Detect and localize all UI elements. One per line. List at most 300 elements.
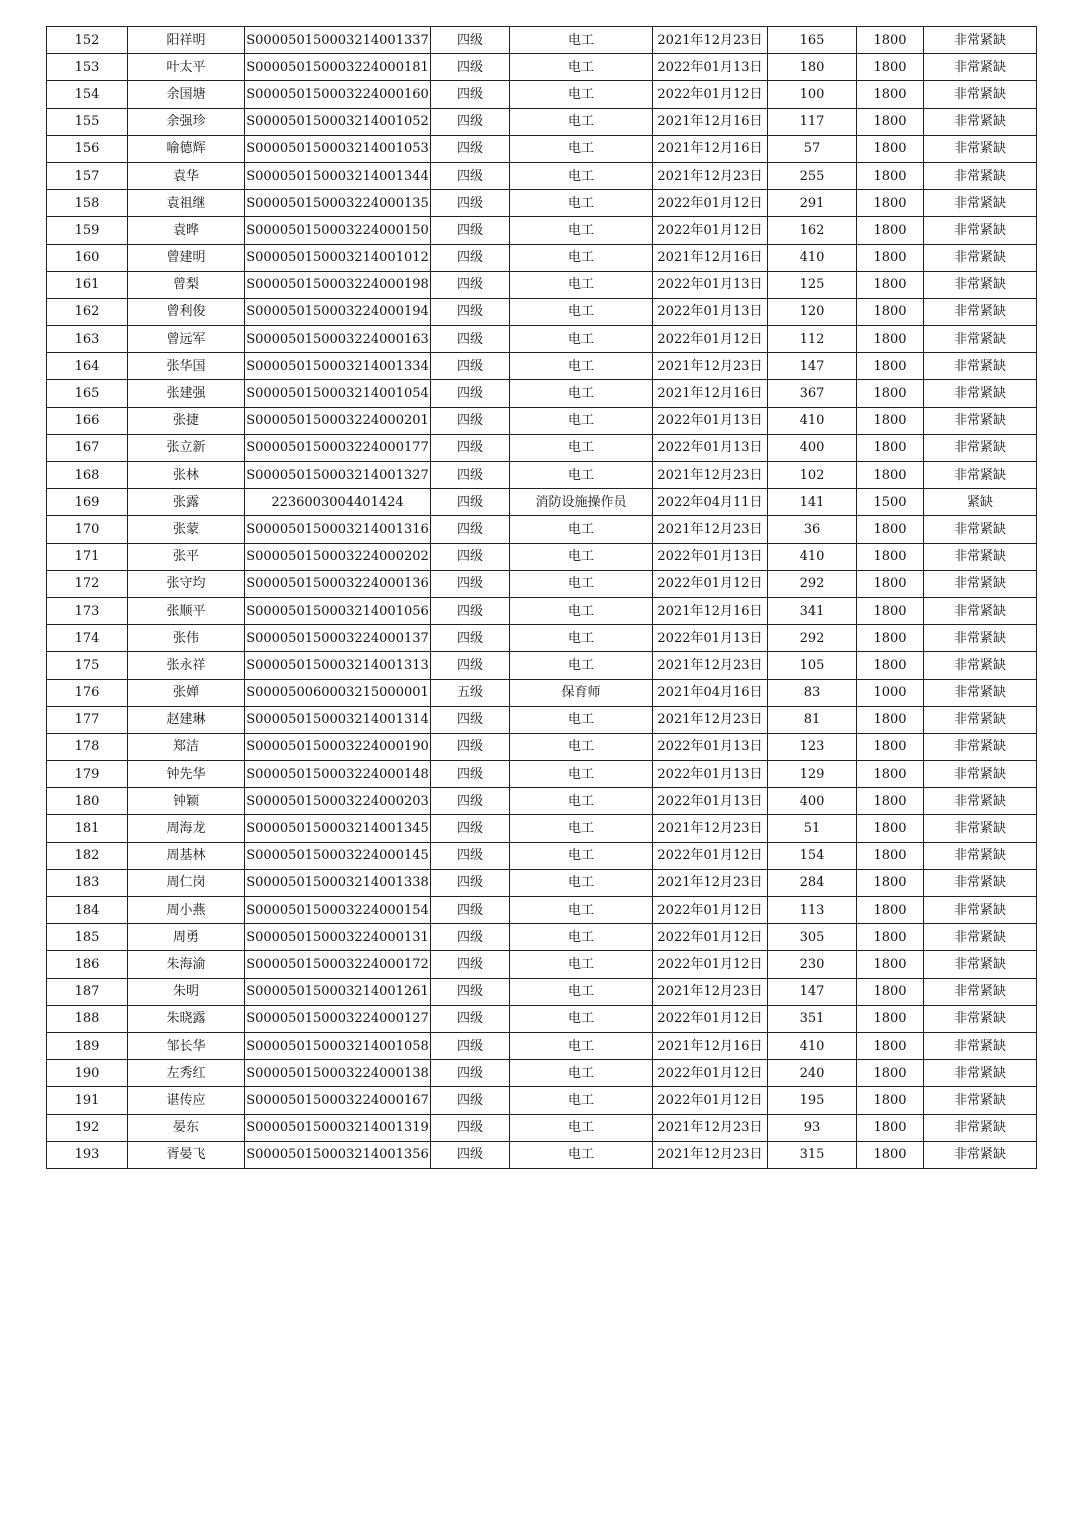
shortage-cell: 非常紧缺 xyxy=(924,1032,1037,1059)
occupation-cell: 电工 xyxy=(510,162,653,189)
amount-cell: 1800 xyxy=(857,570,924,597)
seq-cell: 166 xyxy=(47,407,128,434)
shortage-cell: 紧缺 xyxy=(924,489,1037,516)
amount-cell: 1800 xyxy=(857,897,924,924)
amount-cell: 1800 xyxy=(857,108,924,135)
count-cell: 154 xyxy=(768,842,857,869)
seq-cell: 188 xyxy=(47,1005,128,1032)
occupation-cell: 电工 xyxy=(510,462,653,489)
table-row xyxy=(47,380,1037,407)
certificate-number-cell: 2236003004401424 xyxy=(245,489,431,516)
seq-cell: 178 xyxy=(47,733,128,760)
certificate-number-cell: S000050150003224000136 xyxy=(245,570,431,597)
count-cell: 112 xyxy=(768,326,857,353)
name-cell: 钟先华 xyxy=(128,761,245,788)
count-cell: 240 xyxy=(768,1060,857,1087)
level-cell: 四级 xyxy=(431,462,510,489)
table-row xyxy=(47,1060,1037,1087)
certificate-number-cell: S000050150003214001319 xyxy=(245,1114,431,1141)
seq-cell: 183 xyxy=(47,869,128,896)
name-cell: 张婵 xyxy=(128,679,245,706)
table-row xyxy=(47,81,1037,108)
shortage-cell: 非常紧缺 xyxy=(924,1005,1037,1032)
issue-date-cell: 2022年01月13日 xyxy=(653,625,768,652)
amount-cell: 1800 xyxy=(857,54,924,81)
amount-cell: 1800 xyxy=(857,597,924,624)
issue-date-cell: 2021年12月23日 xyxy=(653,815,768,842)
seq-cell: 154 xyxy=(47,81,128,108)
seq-cell: 163 xyxy=(47,326,128,353)
occupation-cell: 电工 xyxy=(510,54,653,81)
name-cell: 余国塘 xyxy=(128,81,245,108)
name-cell: 周基林 xyxy=(128,842,245,869)
shortage-cell: 非常紧缺 xyxy=(924,353,1037,380)
issue-date-cell: 2022年01月13日 xyxy=(653,271,768,298)
shortage-cell: 非常紧缺 xyxy=(924,924,1037,951)
amount-cell: 1800 xyxy=(857,924,924,951)
shortage-cell: 非常紧缺 xyxy=(924,27,1037,54)
certificate-number-cell: S000050150003214001314 xyxy=(245,706,431,733)
amount-cell: 1800 xyxy=(857,81,924,108)
certificate-number-cell: S000050150003214001327 xyxy=(245,462,431,489)
name-cell: 余强珍 xyxy=(128,108,245,135)
level-cell: 四级 xyxy=(431,298,510,325)
name-cell: 张捷 xyxy=(128,407,245,434)
issue-date-cell: 2021年12月23日 xyxy=(653,1141,768,1168)
occupation-cell: 电工 xyxy=(510,217,653,244)
issue-date-cell: 2022年01月12日 xyxy=(653,951,768,978)
amount-cell: 1800 xyxy=(857,543,924,570)
certificate-number-cell: S000050150003224000167 xyxy=(245,1087,431,1114)
count-cell: 410 xyxy=(768,244,857,271)
amount-cell: 1800 xyxy=(857,788,924,815)
amount-cell: 1800 xyxy=(857,978,924,1005)
level-cell: 四级 xyxy=(431,244,510,271)
shortage-cell: 非常紧缺 xyxy=(924,543,1037,570)
count-cell: 102 xyxy=(768,462,857,489)
table-row xyxy=(47,679,1037,706)
table-row xyxy=(47,788,1037,815)
name-cell: 赵建琳 xyxy=(128,706,245,733)
issue-date-cell: 2022年01月13日 xyxy=(653,434,768,461)
table-row xyxy=(47,1005,1037,1032)
count-cell: 36 xyxy=(768,516,857,543)
seq-cell: 152 xyxy=(47,27,128,54)
certificate-number-cell: S000050150003224000145 xyxy=(245,842,431,869)
seq-cell: 192 xyxy=(47,1114,128,1141)
seq-cell: 164 xyxy=(47,353,128,380)
occupation-cell: 电工 xyxy=(510,516,653,543)
table-row xyxy=(47,978,1037,1005)
shortage-cell: 非常紧缺 xyxy=(924,1114,1037,1141)
name-cell: 袁华 xyxy=(128,162,245,189)
seq-cell: 184 xyxy=(47,897,128,924)
name-cell: 张华国 xyxy=(128,353,245,380)
shortage-cell: 非常紧缺 xyxy=(924,298,1037,325)
shortage-cell: 非常紧缺 xyxy=(924,516,1037,543)
level-cell: 四级 xyxy=(431,761,510,788)
table-row xyxy=(47,190,1037,217)
count-cell: 410 xyxy=(768,543,857,570)
certificate-number-cell: S000050150003214001261 xyxy=(245,978,431,1005)
count-cell: 93 xyxy=(768,1114,857,1141)
seq-cell: 162 xyxy=(47,298,128,325)
table-row xyxy=(47,924,1037,951)
level-cell: 四级 xyxy=(431,652,510,679)
level-cell: 四级 xyxy=(431,190,510,217)
occupation-cell: 电工 xyxy=(510,271,653,298)
shortage-cell: 非常紧缺 xyxy=(924,271,1037,298)
seq-cell: 167 xyxy=(47,434,128,461)
count-cell: 147 xyxy=(768,353,857,380)
occupation-cell: 电工 xyxy=(510,570,653,597)
certificate-number-cell: S000050150003214001012 xyxy=(245,244,431,271)
seq-cell: 179 xyxy=(47,761,128,788)
certificate-number-cell: S000050150003214001313 xyxy=(245,652,431,679)
amount-cell: 1800 xyxy=(857,326,924,353)
amount-cell: 1800 xyxy=(857,298,924,325)
amount-cell: 1800 xyxy=(857,244,924,271)
seq-cell: 155 xyxy=(47,108,128,135)
amount-cell: 1800 xyxy=(857,706,924,733)
count-cell: 195 xyxy=(768,1087,857,1114)
table-row xyxy=(47,27,1037,54)
table-row xyxy=(47,570,1037,597)
issue-date-cell: 2021年12月23日 xyxy=(653,706,768,733)
shortage-cell: 非常紧缺 xyxy=(924,162,1037,189)
shortage-cell: 非常紧缺 xyxy=(924,434,1037,461)
certificate-number-cell: S000050060003215000001 xyxy=(245,679,431,706)
certificate-number-cell: S000050150003224000190 xyxy=(245,733,431,760)
table-row xyxy=(47,353,1037,380)
count-cell: 51 xyxy=(768,815,857,842)
shortage-cell: 非常紧缺 xyxy=(924,81,1037,108)
issue-date-cell: 2022年01月12日 xyxy=(653,842,768,869)
name-cell: 晏东 xyxy=(128,1114,245,1141)
level-cell: 四级 xyxy=(431,706,510,733)
count-cell: 147 xyxy=(768,978,857,1005)
issue-date-cell: 2022年01月13日 xyxy=(653,543,768,570)
amount-cell: 1500 xyxy=(857,489,924,516)
seq-cell: 160 xyxy=(47,244,128,271)
amount-cell: 1800 xyxy=(857,1114,924,1141)
issue-date-cell: 2021年12月16日 xyxy=(653,108,768,135)
name-cell: 喻德辉 xyxy=(128,135,245,162)
occupation-cell: 电工 xyxy=(510,1141,653,1168)
records-table-body xyxy=(47,27,1037,1169)
count-cell: 400 xyxy=(768,434,857,461)
name-cell: 叶太平 xyxy=(128,54,245,81)
certificate-number-cell: S000050150003214001334 xyxy=(245,353,431,380)
level-cell: 四级 xyxy=(431,788,510,815)
issue-date-cell: 2021年12月16日 xyxy=(653,244,768,271)
seq-cell: 191 xyxy=(47,1087,128,1114)
level-cell: 四级 xyxy=(431,543,510,570)
occupation-cell: 电工 xyxy=(510,978,653,1005)
level-cell: 四级 xyxy=(431,978,510,1005)
count-cell: 341 xyxy=(768,597,857,624)
name-cell: 曾建明 xyxy=(128,244,245,271)
level-cell: 四级 xyxy=(431,135,510,162)
shortage-cell: 非常紧缺 xyxy=(924,1141,1037,1168)
name-cell: 周小燕 xyxy=(128,897,245,924)
table-row xyxy=(47,815,1037,842)
count-cell: 123 xyxy=(768,733,857,760)
name-cell: 邹长华 xyxy=(128,1032,245,1059)
count-cell: 284 xyxy=(768,869,857,896)
name-cell: 张伟 xyxy=(128,625,245,652)
certificate-number-cell: S000050150003214001058 xyxy=(245,1032,431,1059)
shortage-cell: 非常紧缺 xyxy=(924,706,1037,733)
name-cell: 朱海渝 xyxy=(128,951,245,978)
level-cell: 四级 xyxy=(431,625,510,652)
amount-cell: 1800 xyxy=(857,1032,924,1059)
seq-cell: 165 xyxy=(47,380,128,407)
certificate-number-cell: S000050150003214001338 xyxy=(245,869,431,896)
issue-date-cell: 2022年01月12日 xyxy=(653,897,768,924)
certificate-number-cell: S000050150003224000163 xyxy=(245,326,431,353)
certificate-number-cell: S000050150003224000198 xyxy=(245,271,431,298)
shortage-cell: 非常紧缺 xyxy=(924,733,1037,760)
count-cell: 292 xyxy=(768,570,857,597)
shortage-cell: 非常紧缺 xyxy=(924,842,1037,869)
level-cell: 四级 xyxy=(431,380,510,407)
count-cell: 125 xyxy=(768,271,857,298)
occupation-cell: 电工 xyxy=(510,81,653,108)
occupation-cell: 电工 xyxy=(510,298,653,325)
seq-cell: 156 xyxy=(47,135,128,162)
seq-cell: 158 xyxy=(47,190,128,217)
count-cell: 120 xyxy=(768,298,857,325)
certificate-number-cell: S000050150003224000202 xyxy=(245,543,431,570)
shortage-cell: 非常紧缺 xyxy=(924,1060,1037,1087)
occupation-cell: 消防设施操作员 xyxy=(510,489,653,516)
level-cell: 四级 xyxy=(431,570,510,597)
occupation-cell: 电工 xyxy=(510,135,653,162)
occupation-cell: 电工 xyxy=(510,706,653,733)
level-cell: 四级 xyxy=(431,869,510,896)
shortage-cell: 非常紧缺 xyxy=(924,217,1037,244)
issue-date-cell: 2022年01月12日 xyxy=(653,217,768,244)
seq-cell: 157 xyxy=(47,162,128,189)
level-cell: 四级 xyxy=(431,81,510,108)
seq-cell: 159 xyxy=(47,217,128,244)
issue-date-cell: 2022年01月13日 xyxy=(653,54,768,81)
amount-cell: 1800 xyxy=(857,842,924,869)
table-row xyxy=(47,162,1037,189)
amount-cell: 1800 xyxy=(857,434,924,461)
occupation-cell: 电工 xyxy=(510,27,653,54)
seq-cell: 185 xyxy=(47,924,128,951)
table-row xyxy=(47,733,1037,760)
count-cell: 180 xyxy=(768,54,857,81)
occupation-cell: 电工 xyxy=(510,407,653,434)
occupation-cell: 电工 xyxy=(510,788,653,815)
count-cell: 113 xyxy=(768,897,857,924)
table-row xyxy=(47,271,1037,298)
certificate-number-cell: S000050150003214001052 xyxy=(245,108,431,135)
name-cell: 张平 xyxy=(128,543,245,570)
certificate-number-cell: S000050150003224000181 xyxy=(245,54,431,81)
name-cell: 曾利俊 xyxy=(128,298,245,325)
issue-date-cell: 2021年12月23日 xyxy=(653,978,768,1005)
seq-cell: 190 xyxy=(47,1060,128,1087)
occupation-cell: 保育师 xyxy=(510,679,653,706)
certificate-number-cell: S000050150003224000137 xyxy=(245,625,431,652)
occupation-cell: 电工 xyxy=(510,897,653,924)
occupation-cell: 电工 xyxy=(510,951,653,978)
count-cell: 57 xyxy=(768,135,857,162)
level-cell: 四级 xyxy=(431,1005,510,1032)
count-cell: 100 xyxy=(768,81,857,108)
amount-cell: 1800 xyxy=(857,951,924,978)
name-cell: 郑洁 xyxy=(128,733,245,760)
occupation-cell: 电工 xyxy=(510,815,653,842)
level-cell: 四级 xyxy=(431,217,510,244)
name-cell: 张建强 xyxy=(128,380,245,407)
issue-date-cell: 2022年01月13日 xyxy=(653,407,768,434)
shortage-cell: 非常紧缺 xyxy=(924,679,1037,706)
table-row xyxy=(47,298,1037,325)
count-cell: 81 xyxy=(768,706,857,733)
occupation-cell: 电工 xyxy=(510,733,653,760)
seq-cell: 180 xyxy=(47,788,128,815)
count-cell: 292 xyxy=(768,625,857,652)
count-cell: 305 xyxy=(768,924,857,951)
seq-cell: 161 xyxy=(47,271,128,298)
name-cell: 张顺平 xyxy=(128,597,245,624)
certificate-number-cell: S000050150003224000148 xyxy=(245,761,431,788)
table-row xyxy=(47,489,1037,516)
amount-cell: 1800 xyxy=(857,162,924,189)
issue-date-cell: 2021年12月23日 xyxy=(653,652,768,679)
table-row xyxy=(47,706,1037,733)
issue-date-cell: 2021年04月16日 xyxy=(653,679,768,706)
seq-cell: 169 xyxy=(47,489,128,516)
occupation-cell: 电工 xyxy=(510,1087,653,1114)
count-cell: 367 xyxy=(768,380,857,407)
certificate-number-cell: S000050150003214001345 xyxy=(245,815,431,842)
level-cell: 四级 xyxy=(431,1087,510,1114)
amount-cell: 1800 xyxy=(857,652,924,679)
count-cell: 351 xyxy=(768,1005,857,1032)
seq-cell: 173 xyxy=(47,597,128,624)
shortage-cell: 非常紧缺 xyxy=(924,815,1037,842)
shortage-cell: 非常紧缺 xyxy=(924,54,1037,81)
issue-date-cell: 2021年12月23日 xyxy=(653,27,768,54)
occupation-cell: 电工 xyxy=(510,380,653,407)
issue-date-cell: 2022年01月13日 xyxy=(653,788,768,815)
occupation-cell: 电工 xyxy=(510,326,653,353)
amount-cell: 1800 xyxy=(857,27,924,54)
shortage-cell: 非常紧缺 xyxy=(924,788,1037,815)
issue-date-cell: 2021年12月23日 xyxy=(653,1114,768,1141)
table-row xyxy=(47,897,1037,924)
certificate-number-cell: S000050150003214001316 xyxy=(245,516,431,543)
name-cell: 朱晓露 xyxy=(128,1005,245,1032)
name-cell: 朱明 xyxy=(128,978,245,1005)
certificate-number-cell: S000050150003224000150 xyxy=(245,217,431,244)
certificate-number-cell: S000050150003214001337 xyxy=(245,27,431,54)
certificate-number-cell: S000050150003224000138 xyxy=(245,1060,431,1087)
occupation-cell: 电工 xyxy=(510,543,653,570)
table-row xyxy=(47,951,1037,978)
shortage-cell: 非常紧缺 xyxy=(924,978,1037,1005)
seq-cell: 172 xyxy=(47,570,128,597)
count-cell: 230 xyxy=(768,951,857,978)
level-cell: 四级 xyxy=(431,108,510,135)
issue-date-cell: 2021年12月16日 xyxy=(653,597,768,624)
seq-cell: 153 xyxy=(47,54,128,81)
name-cell: 胥晏飞 xyxy=(128,1141,245,1168)
shortage-cell: 非常紧缺 xyxy=(924,462,1037,489)
occupation-cell: 电工 xyxy=(510,108,653,135)
issue-date-cell: 2022年01月12日 xyxy=(653,190,768,217)
certificate-number-cell: S000050150003214001054 xyxy=(245,380,431,407)
amount-cell: 1800 xyxy=(857,1141,924,1168)
name-cell: 曾梨 xyxy=(128,271,245,298)
table-row xyxy=(47,244,1037,271)
name-cell: 张林 xyxy=(128,462,245,489)
table-row xyxy=(47,543,1037,570)
name-cell: 左秀红 xyxy=(128,1060,245,1087)
shortage-cell: 非常紧缺 xyxy=(924,597,1037,624)
table-row xyxy=(47,217,1037,244)
name-cell: 张蒙 xyxy=(128,516,245,543)
table-row xyxy=(47,108,1037,135)
shortage-cell: 非常紧缺 xyxy=(924,897,1037,924)
table-row xyxy=(47,434,1037,461)
occupation-cell: 电工 xyxy=(510,1032,653,1059)
amount-cell: 1800 xyxy=(857,1087,924,1114)
occupation-cell: 电工 xyxy=(510,597,653,624)
table-row xyxy=(47,407,1037,434)
table-row xyxy=(47,869,1037,896)
name-cell: 周勇 xyxy=(128,924,245,951)
issue-date-cell: 2022年01月12日 xyxy=(653,81,768,108)
amount-cell: 1800 xyxy=(857,761,924,788)
amount-cell: 1800 xyxy=(857,380,924,407)
shortage-cell: 非常紧缺 xyxy=(924,135,1037,162)
level-cell: 四级 xyxy=(431,1114,510,1141)
shortage-cell: 非常紧缺 xyxy=(924,570,1037,597)
occupation-cell: 电工 xyxy=(510,625,653,652)
seq-cell: 182 xyxy=(47,842,128,869)
shortage-cell: 非常紧缺 xyxy=(924,951,1037,978)
amount-cell: 1800 xyxy=(857,353,924,380)
occupation-cell: 电工 xyxy=(510,924,653,951)
count-cell: 165 xyxy=(768,27,857,54)
count-cell: 105 xyxy=(768,652,857,679)
certificate-number-cell: S000050150003224000154 xyxy=(245,897,431,924)
certificate-number-cell: S000050150003224000203 xyxy=(245,788,431,815)
level-cell: 四级 xyxy=(431,516,510,543)
occupation-cell: 电工 xyxy=(510,1114,653,1141)
level-cell: 四级 xyxy=(431,326,510,353)
shortage-cell: 非常紧缺 xyxy=(924,407,1037,434)
issue-date-cell: 2022年01月13日 xyxy=(653,298,768,325)
table-row xyxy=(47,1032,1037,1059)
name-cell: 谌传应 xyxy=(128,1087,245,1114)
occupation-cell: 电工 xyxy=(510,190,653,217)
table-row xyxy=(47,597,1037,624)
amount-cell: 1000 xyxy=(857,679,924,706)
certificate-number-cell: S000050150003214001053 xyxy=(245,135,431,162)
name-cell: 张立新 xyxy=(128,434,245,461)
shortage-cell: 非常紧缺 xyxy=(924,326,1037,353)
amount-cell: 1800 xyxy=(857,462,924,489)
issue-date-cell: 2021年12月16日 xyxy=(653,380,768,407)
